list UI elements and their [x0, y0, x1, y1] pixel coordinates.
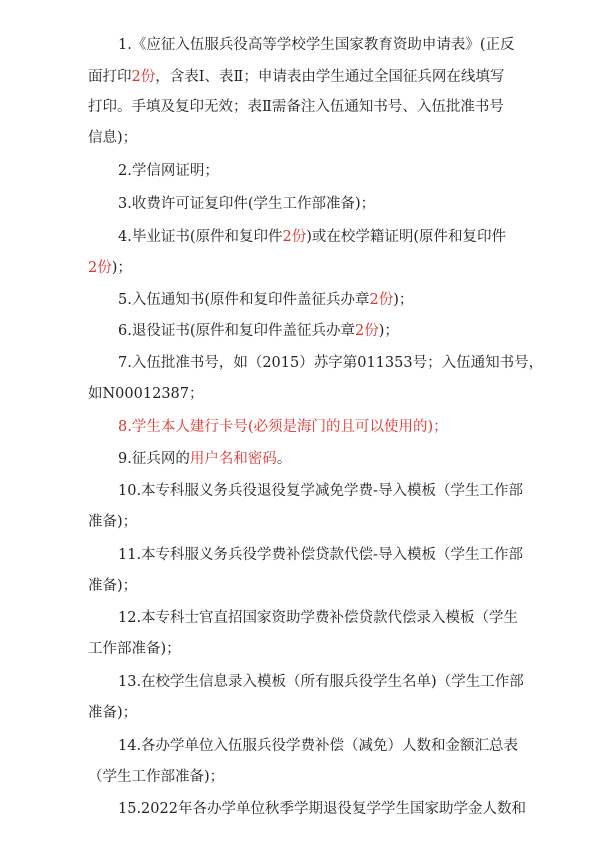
list-item-line — [0, 258, 600, 278]
text-run: 11.本专科服义务兵役学费补偿贷款代偿-导入模板（学生工作部 — [118, 547, 523, 563]
list-item-line — [0, 608, 600, 628]
list-item-line — [0, 128, 600, 148]
text-run: 9.征兵网的 — [118, 451, 190, 467]
list-item-line — [0, 67, 600, 87]
list-item-line — [0, 449, 600, 469]
text-run: 准备)； — [88, 514, 138, 530]
list-item-line — [0, 736, 600, 756]
text-run: 信息)； — [88, 130, 138, 146]
list-item-line — [0, 512, 600, 532]
text-run: 14.各办学单位入伍服兵役学费补偿（减免）人数和金额汇总表 — [118, 738, 519, 754]
highlighted-text: 2份 — [282, 229, 307, 245]
text-run: 5.入伍通知书(原件和复印件盖征兵办章 — [118, 292, 370, 308]
text-run: 1.《应征入伍服兵役高等学校学生国家教育资助申请表》(正反 — [118, 37, 515, 53]
list-item-line — [0, 576, 600, 596]
list-item-line — [0, 672, 600, 692]
list-item-line — [0, 321, 600, 341]
text-run: )； — [111, 260, 132, 276]
list-item-line — [0, 545, 600, 565]
text-run: 如N00012387； — [88, 386, 204, 402]
highlighted-text: 2份 — [355, 323, 379, 339]
text-run: 2.学信网证明； — [118, 163, 219, 179]
list-item-line — [0, 384, 600, 404]
list-item-line — [0, 227, 600, 247]
highlighted-text: 2份 — [88, 260, 112, 276]
list-item-line — [0, 161, 600, 181]
text-run: )或在校学籍证明(原件和复印件 — [306, 229, 507, 245]
text-run: 4.毕业证书(原件和复印件 — [118, 229, 283, 245]
list-item-line — [0, 703, 600, 723]
text-run: 打印。手填及复印无效；表Ⅱ需备注入伍通知书号、入伍批准书号 — [88, 99, 504, 115]
text-run: 10.本专科服义务兵役退役复学减免学费-导入模板（学生工作部 — [118, 483, 523, 499]
list-item-line — [0, 35, 600, 55]
list-item-line — [0, 481, 600, 501]
text-run: （学生工作部准备)； — [88, 769, 225, 785]
text-run: 工作部准备)； — [88, 641, 181, 657]
text-run: 3.收费许可证复印件(学生工作部准备)； — [118, 196, 376, 212]
text-run: 7.入伍批准书号，如（2015）苏字第011353号；入伍通知书号， — [118, 355, 544, 371]
list-item-line — [0, 799, 600, 819]
list-item-line — [0, 639, 600, 659]
highlighted-text: 2份 — [131, 69, 156, 85]
text-run: 准备)； — [88, 578, 138, 594]
text-run: 准备)； — [88, 705, 138, 721]
text-run: 。 — [276, 451, 292, 467]
text-run: ，含表Ⅰ、表Ⅱ；申请表由学生通过全国征兵网在线填写 — [155, 69, 505, 85]
highlighted-text: 用户名和密码 — [189, 451, 277, 467]
list-item-line — [0, 353, 600, 373]
text-run: 6.退役证书(原件和复印件盖征兵办章 — [118, 323, 355, 339]
list-item-line — [0, 290, 600, 310]
text-run: )； — [393, 292, 414, 308]
list-item-line — [0, 97, 600, 117]
text-run: 12.本专科士官直招国家资助学费补偿贷款代偿录入模板（学生 — [118, 610, 519, 626]
highlighted-text: 2份 — [369, 292, 394, 308]
list-item-line — [0, 194, 600, 214]
highlighted-text: 8.学生本人建行卡号(必须是海门的且可以使用的)； — [118, 419, 448, 435]
list-item-line — [0, 767, 600, 787]
list-item-line — [0, 417, 600, 437]
text-run: 面打印 — [88, 69, 132, 85]
text-run: )； — [378, 323, 399, 339]
text-run: 15.2022年各办学单位秋季学期退役复学学生国家助学金人数和 — [118, 801, 526, 817]
text-run: 13.在校学生信息录入模板（所有服兵役学生名单)（学生工作部 — [118, 674, 524, 690]
